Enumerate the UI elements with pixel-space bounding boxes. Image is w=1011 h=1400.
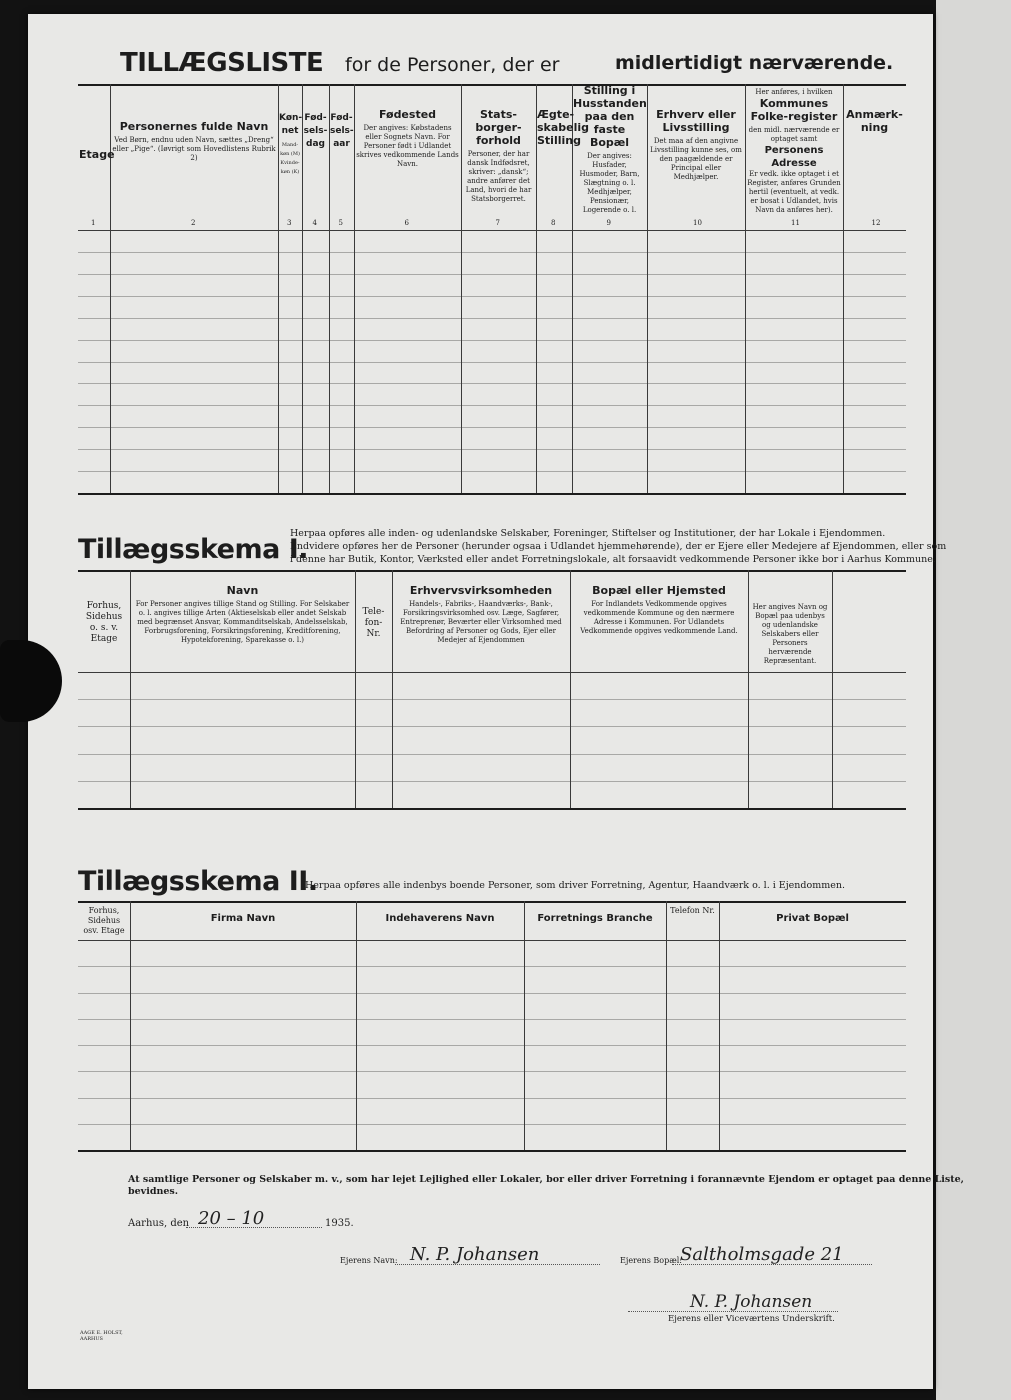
- declaration: At samtlige Personer og Selskaber m. v., som har lejet Lejlighed eller Lokaler, bor eller driver Forretning i forannævnte Ejendom er optaget paa denne Liste, bevidnes.: [128, 1174, 964, 1197]
- table1-column-number: 9: [606, 219, 611, 227]
- header-sub-2: Er vedk. ikke optaget i et Register, anføres Grunden hertil (eventuelt, at vedk. er bosat i Udlandet, hvis Navn da anføres her).: [747, 170, 841, 214]
- header-title: Stats-borger-forhold: [475, 108, 522, 147]
- skema1-header-cell: [81, 598, 127, 645]
- skema2-row-line: [78, 1098, 906, 1099]
- owner-name-label: Ejerens Navn:: [340, 1256, 398, 1265]
- header-sub: Ved Børn, endnu uden Navn, sættes „Dreng“ eller „Pige“. (Iøvrigt som Hovedlistens Rubrik 2): [112, 136, 276, 162]
- header-sub: For Personer angives tillige Stand og Stilling. For Selskaber o. l. angives tillige Arten (Aktieselskab eller andet Selskab med begrænset Ansvar, Kommanditselskab, Andelsselskab, Forbrugsforening, Forsikringsforening, Kreditforening, Hypotekforening, Sparekasse o. l.): [135, 600, 350, 644]
- header-title: Etage: [79, 148, 115, 161]
- table1-row-line: [78, 362, 906, 363]
- table1-header-cell: [537, 108, 590, 147]
- table1-column-line: [843, 84, 844, 493]
- skema2-header-cell: Firma Navn: [210, 913, 276, 924]
- skema1-column-line: [832, 570, 833, 808]
- table1-header-cell: [279, 112, 301, 177]
- table1-row-line: [78, 252, 906, 253]
- table1-header-cell: [79, 148, 115, 161]
- place-label: Aarhus, den: [128, 1218, 190, 1229]
- skema1-title: Tillægsskema I.: [78, 534, 309, 565]
- header-title: Fød-sels-aar: [330, 113, 354, 149]
- table1-row-line: [78, 274, 906, 275]
- header-sub: Der angives: Købstadens eller Sognets Navn. For Personer født i Udlandet skrives vedkommende Lands Navn.: [356, 124, 459, 168]
- header-sub: Det maa af den angivne Livsstilling kunne ses, om den paagældende er Principal eller Medhjælper.: [650, 137, 742, 181]
- skema2-column-line: [719, 901, 720, 1150]
- header-title: Erhvervsvirksomheden: [409, 584, 553, 597]
- table1-column-number: 8: [551, 219, 556, 227]
- skema2-header-cell: Privat Bopæl: [776, 913, 849, 924]
- skema1-header-cell: [573, 584, 745, 636]
- skema1-row-line: [78, 699, 906, 700]
- form-title-middle: for de Personer, der er: [345, 54, 560, 76]
- skema2-row-line: [78, 1071, 906, 1072]
- skema2-row-line: [78, 1045, 906, 1046]
- table1-row-line: [78, 383, 906, 384]
- skema1-intro-3: i denne har Butik, Kontor, Værksted eller andet Forretningslokale, alt forsaavidt vedkommende Personer ikke bor i Aarhus Kommune.: [290, 554, 936, 565]
- signature-label: Ejerens eller Viceværtens Underskrift.: [668, 1314, 835, 1324]
- owner-address-handwritten: Saltholmsgade 21: [680, 1244, 844, 1265]
- skema2-header-cell: Forhus, Sidehus osv. Etage: [83, 906, 125, 935]
- table1-header-cell: [844, 108, 905, 134]
- form-title-bold: midlertidigt nærværende.: [615, 52, 894, 74]
- date-handwritten: 20 – 10: [198, 1208, 265, 1229]
- skema2-header-cell: Indehaverens Navn: [385, 913, 495, 924]
- header-title: Anmærk-ning: [846, 108, 903, 134]
- header-title: Erhverv eller Livsstilling: [656, 108, 736, 134]
- header-sub: Personer, der har dansk Indfødsret, skriver: „dansk“; andre anfører det Land, hvori de har Statsborgerret.: [465, 150, 532, 203]
- table1-column-number: 1: [91, 219, 96, 227]
- skema1-column-line: [392, 570, 393, 808]
- header-title: Kommunes Folke-register: [750, 97, 838, 123]
- header-title: Køn-net: [279, 113, 303, 136]
- table1-header-cell: [746, 88, 842, 215]
- skema2-row-line: [78, 993, 906, 994]
- table1-header-cell: [330, 112, 353, 151]
- skema2-column-line: [666, 901, 667, 1150]
- table1-header-cell: [462, 108, 535, 204]
- header-sub: Her angives Navn og Bopæl paa udenbys og udenlandske Selskabers eller Personers herværende Repræsentant.: [752, 603, 828, 665]
- header-title: Navn: [226, 584, 259, 597]
- header-title: Ægte-skabelig Stilling: [537, 108, 590, 147]
- skema2-row-line: [78, 1124, 906, 1125]
- table1-column-number: 6: [404, 219, 409, 227]
- table1-row-line: [78, 296, 906, 297]
- skema1-header-cell: [358, 604, 389, 640]
- table1-column-number: 4: [312, 219, 317, 227]
- skema1-header-cell: [751, 600, 829, 666]
- table1-row-line: [78, 405, 906, 406]
- header-sub: Der angives: Husfader, Husmoder, Barn, Slægtning o. l. Medhjælper, Pensionær, Logerende o. l.: [579, 152, 640, 214]
- table1-header-cell: [303, 112, 328, 151]
- skema2-column-line: [524, 901, 525, 1150]
- skema1-column-line: [748, 570, 749, 808]
- printer-mark: AAGE E. HOLST, AARHUS: [80, 1330, 123, 1342]
- table1-header-cell: [355, 108, 460, 169]
- skema2-header-cell: Telefon Nr.: [670, 906, 715, 915]
- owner-name-handwritten: N. P. Johansen: [410, 1244, 540, 1265]
- header-sub: Handels-, Fabriks-, Haandværks-, Bank-, Forsikringsvirksomhed osv. Læge, Sagfører, Entreprenør, Beværter eller Virksomhed med Befordring af Personer og Gods, Ejer eller Medejer af Ejendommen: [400, 600, 562, 644]
- table1-row-line: [78, 318, 906, 319]
- skema1-row-line: [78, 754, 906, 755]
- skema1-header-cell: [395, 584, 567, 645]
- header-title: Stilling i Husstanden paa den faste Bopæl: [573, 84, 647, 149]
- form-title: TILLÆGSLISTE: [120, 48, 324, 78]
- header-title: Fød-sels-dag: [303, 113, 328, 149]
- table1-column-number: 12: [871, 219, 881, 227]
- table1-column-number: 11: [791, 219, 800, 227]
- header-title-2: Personens Adresse: [764, 145, 824, 169]
- year: 1935.: [325, 1218, 354, 1229]
- skema1-column-line: [355, 570, 356, 808]
- table1-column-number: 2: [191, 219, 196, 227]
- skema2-header-cell: Forretnings Branche: [537, 913, 653, 924]
- skema1-row-line: [78, 781, 906, 782]
- header-sub: Mand-køn (M) Kvinde-køn (K): [280, 142, 300, 175]
- skema2-column-line: [130, 901, 131, 1150]
- skema1-column-line: [570, 570, 571, 808]
- table1-column-number: 7: [495, 219, 500, 227]
- skema1-column-line: [130, 570, 131, 808]
- table1-row-line: [78, 340, 906, 341]
- skema1-row-line: [78, 726, 906, 727]
- table1-row-line: [78, 449, 906, 450]
- header-title: Fødested: [378, 108, 437, 121]
- table1-row-line: [78, 471, 906, 472]
- header-title: Bopæl eller Hjemsted: [592, 584, 726, 597]
- owner-address-label: Ejerens Bopæl:: [620, 1256, 683, 1265]
- skema1-intro-2: Endvidere opføres her de Personer (herunder ogsaa i Udlandet hjemmehørende), der er Ejere eller Medejere af Ejendommen, eller som: [290, 541, 947, 552]
- skema1-header-cell: [133, 584, 352, 645]
- header-sub: den midl. nærværende er optaget samt: [748, 126, 840, 143]
- header-sub: Forhus, Sidehus o. s. v. Etage: [85, 601, 123, 644]
- header-sub: Tele-fon-Nr.: [362, 607, 385, 639]
- header-title: Personernes fulde Navn: [119, 120, 269, 133]
- table1-column-number: 3: [287, 219, 292, 227]
- table1-header-cell: [648, 108, 744, 182]
- table1-header-cell: [573, 84, 646, 215]
- skema2-intro: Herpaa opføres alle indenbys boende Personer, som driver Forretning, Agentur, Haandværk o. l. i Ejendommen.: [305, 880, 845, 891]
- skema1-intro-1: Herpaa opføres alle inden- og udenlandske Selskaber, Foreninger, Stiftelser og Institutioner, der har Lokale i Ejendommen.: [290, 528, 886, 539]
- table1-column-number: 10: [693, 219, 702, 227]
- skema2-row-line: [78, 966, 906, 967]
- table1-column-number: 5: [338, 219, 343, 227]
- header-pre: Her anføres, i hvilken: [755, 88, 833, 96]
- skema2-title: Tillægsskema II.: [78, 866, 318, 897]
- signature-handwritten: N. P. Johansen: [690, 1292, 813, 1312]
- skema2-column-line: [356, 901, 357, 1150]
- table1-header-cell: [111, 120, 277, 163]
- table1-row-line: [78, 427, 906, 428]
- skema2-row-line: [78, 1019, 906, 1020]
- header-sub: For Indlandets Vedkommende opgives vedkommende Kommune og den nærmere Adresse i Kommunen. For Udlandets Vedkommende opgives vedkommende Land.: [580, 600, 738, 635]
